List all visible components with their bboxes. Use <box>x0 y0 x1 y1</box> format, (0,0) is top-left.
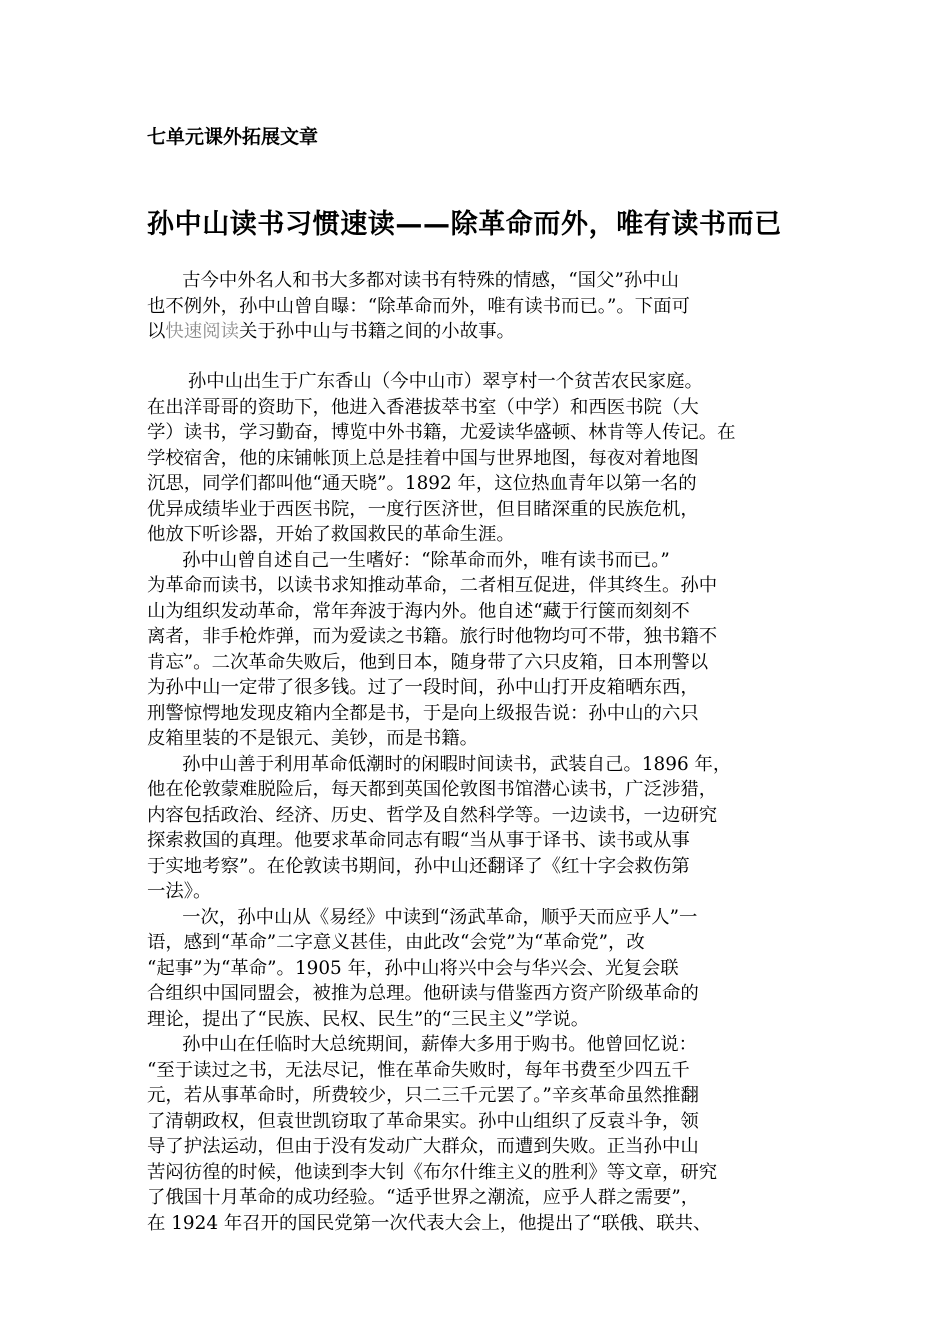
text-line: 学校宿舍，他的床铺帐顶上总是挂着中国与世界地图，每夜对着地图 <box>147 447 699 469</box>
text-line: 为孙中山一定带了很多钱。过了一段时间，孙中山打开皮箱晒东西， <box>147 677 699 698</box>
text-line: 了清朝政权，但袁世凯窃取了革命果实。孙中山组织了反袁斗争，领 <box>147 1110 699 1132</box>
text-line: 在出洋哥哥的资助下，他进入香港拔萃书室（中学）和西医书院（大 <box>147 396 699 418</box>
text-line: 沉思，同学们都叫他“通天晓”。1892 年，这位热血青年以第一名的 <box>147 473 697 494</box>
text-line: 一法》。 <box>147 881 212 902</box>
article-body <box>147 369 736 1236</box>
text-line: 他放下听诊器，开始了救国救民的革命生涯。 <box>147 524 515 545</box>
text-line: “至于读过之书，无法尽记，惟在革命失败时，每年书费至少四五千 <box>147 1059 690 1081</box>
text-line: 孙中山善于利用革命低潮时的闲暇时间读书，武装自己。1896 年， <box>147 753 732 775</box>
article-title: 孙中山读书习惯速读——除革命而外，唯有读书而已 <box>147 209 782 240</box>
text-line: 为革命而读书，以读书求知推动革命，二者相互促进，伴其终生。孙中 <box>147 575 718 596</box>
text-line: 导了护法运动，但由于没有发动广大群众，而遭到失败。正当孙中山 <box>147 1136 699 1157</box>
text-line <box>147 319 690 345</box>
text-line: 他在伦敦蒙难脱险后，每天都到英国伦敦图书馆潜心读书，广泛涉猎， <box>147 779 718 800</box>
speed-reading-link[interactable]: 快速阅读 <box>165 321 239 342</box>
unit-heading: 七单元课外拓展文章 <box>147 126 319 148</box>
text-segment: 关于孙中山与书籍之间的小故事。 <box>238 321 515 342</box>
text-line: 内容包括政治、经济、历史、哲学及自然科学等。一边读书，一边研究 <box>147 804 718 826</box>
intro-paragraph <box>147 268 690 345</box>
text-line: 皮箱里装的不是银元、美钞，而是书籍。 <box>147 728 479 749</box>
text-line: 了俄国十月革命的成功经验。“适乎世界之潮流，应乎人群之需要”， <box>147 1187 700 1208</box>
text-line: 山为组织发动革命，常年奔波于海内外。他自述“藏于行箧而刻刻不 <box>147 600 690 622</box>
text-line: 在 1924 年召开的国民党第一次代表大会上，他提出了“联俄、联共、 <box>147 1212 712 1234</box>
text-line: 合组织中国同盟会，被推为总理。他研读与借鉴西方资产阶级革命的 <box>147 983 699 1004</box>
text-line: 于实地考察”。在伦敦读书期间，孙中山还翻译了《红十字会救伤第 <box>147 855 690 877</box>
text-line: 一次，孙中山从《易经》中读到“汤武革命，顺乎天而应乎人”一 <box>147 906 698 928</box>
text-line: 肯忘”。二次革命失败后，他到日本，随身带了六只皮箱，日本刑警以 <box>147 651 709 673</box>
text-line: 学）读书，学习勤奋，博览中外书籍，尤爱读华盛顿、林肯等人传记。在 <box>147 422 736 443</box>
text-line: 优异成绩毕业于西医书院，一度行医济世，但目睹深重的民族危机， <box>147 498 699 520</box>
text-segment: 以 <box>147 321 166 342</box>
text-line: 孙中山在任临时大总统期间，薪俸大多用于购书。他曾回忆说： <box>147 1034 698 1055</box>
text-line: 探索救国的真理。他要求革命同志有暇“当从事于译书、读书或从事 <box>147 830 690 851</box>
text-line: 理论，提出了“民族、民权、民生”的“三民主义”学说。 <box>147 1008 590 1030</box>
text-line: 离者，非手枪炸弹，而为爱读之书籍。旅行时他物均可不带，独书籍不 <box>147 626 718 647</box>
text-line: 刑警惊愕地发现皮箱内全都是书，于是向上级报告说：孙中山的六只 <box>147 702 699 724</box>
text-line: 语，感到“革命”二字意义甚佳，由此改“会党”为“革命党”，改 <box>147 932 645 953</box>
text-line: 也不例外，孙中山曾自曝：“除革命而外，唯有读书而已。”。下面可 <box>147 295 690 317</box>
text-line: 孙中山曾自述自己一生嗜好：“除革命而外，唯有读书而已。” <box>147 549 670 571</box>
text-line: 苦闷彷徨的时候，他读到李大钊《布尔什维主义的胜利》等文章，研究 <box>147 1161 718 1183</box>
text-line: 元，若从事革命时，所费较少，只二三千元罢了。”辛亥革命虽然推翻 <box>147 1085 699 1106</box>
text-line: 孙中山出生于广东香山（今中山市）翠亨村一个贫苦农民家庭。 <box>147 371 703 392</box>
text-line: “起事”为“革命”。1905 年，孙中山将兴中会与华兴会、光复会联 <box>147 957 679 979</box>
text-line: 古今中外名人和书大多都对读书有特殊的情感，“国父”孙中山 <box>147 270 680 291</box>
